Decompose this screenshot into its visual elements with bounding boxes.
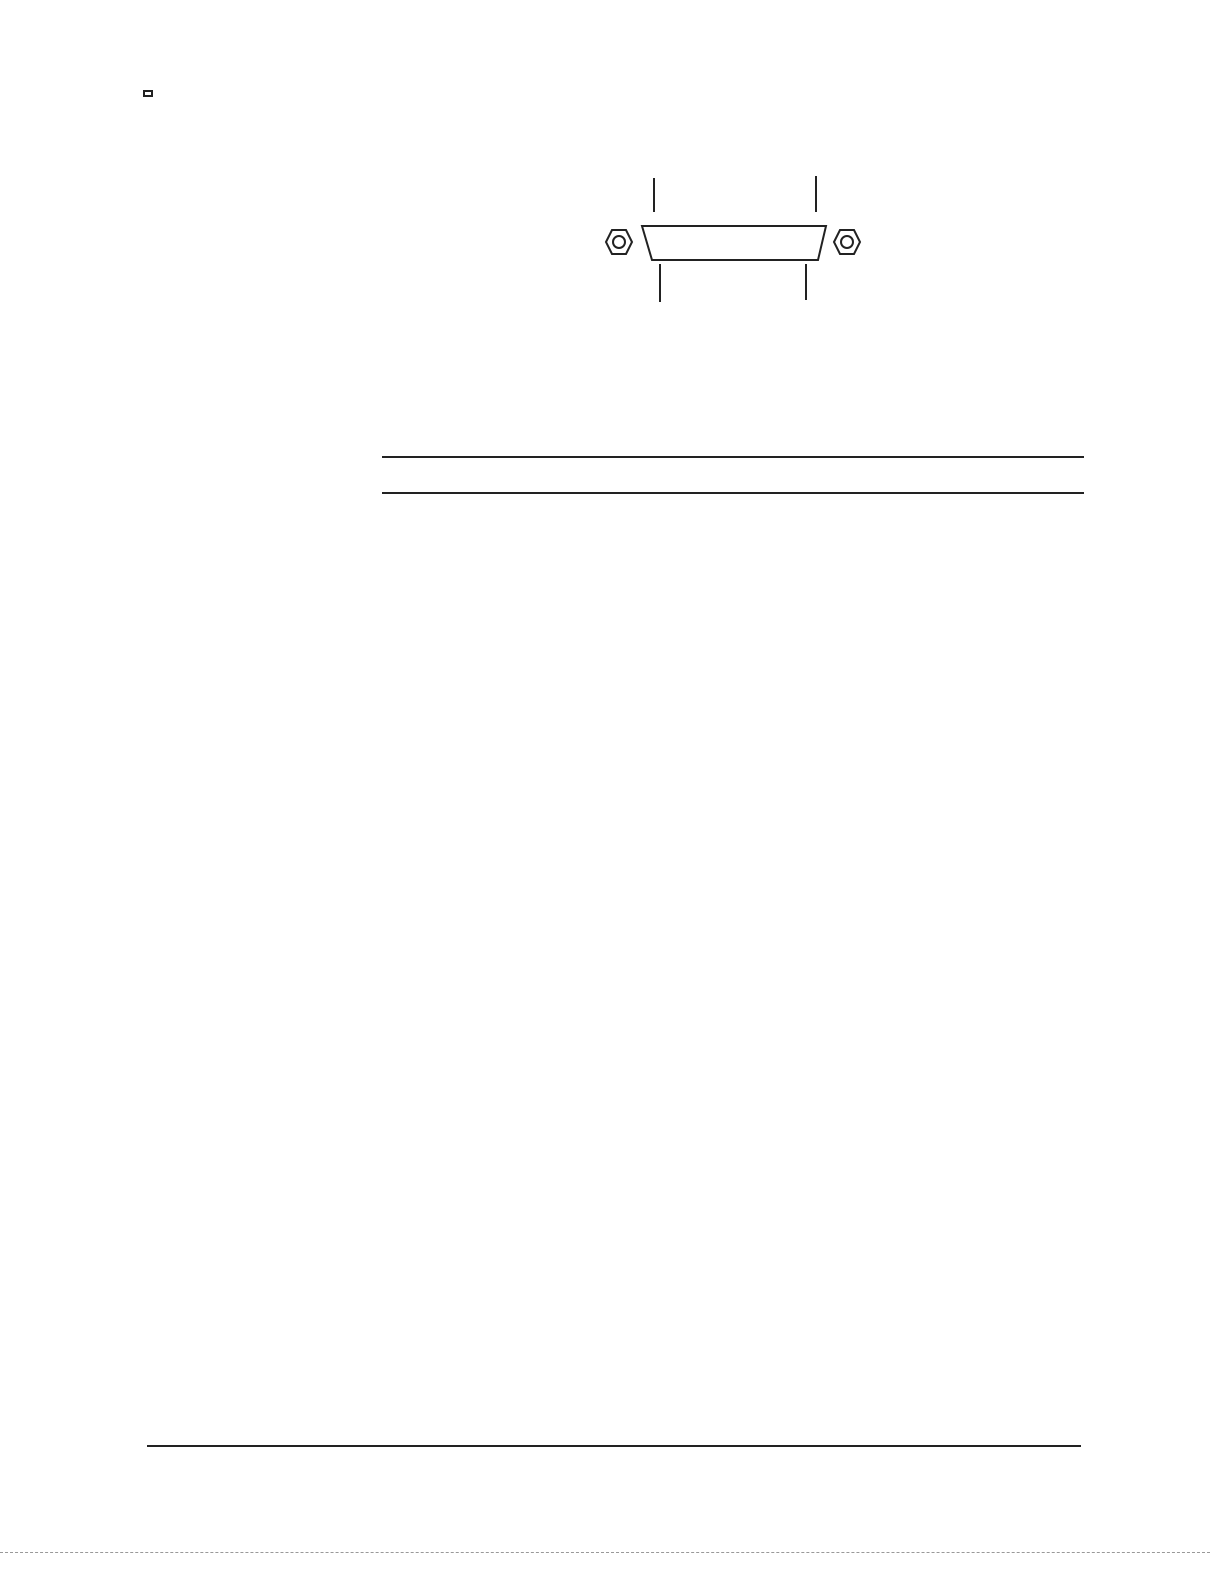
db25-connector-figure [598, 150, 888, 330]
footer-rule [147, 1445, 1081, 1447]
pinout-table [382, 456, 1084, 494]
bottom-scan-rule [0, 1552, 1210, 1553]
header-input-output [475, 470, 562, 490]
logo-box [143, 90, 153, 97]
header-pin-description [562, 470, 1084, 490]
header-pin-number [382, 470, 475, 490]
company-logo [143, 90, 159, 97]
connector-drawing [598, 150, 888, 330]
table-header [382, 456, 1084, 494]
